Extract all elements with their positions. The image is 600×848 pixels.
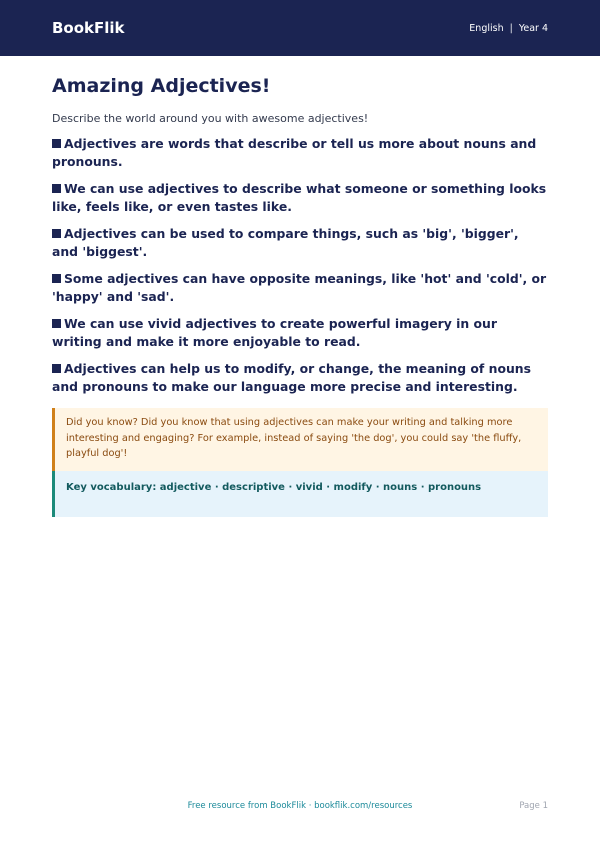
list-item — [52, 180, 548, 216]
page-footer — [52, 801, 548, 811]
fact-list — [52, 135, 548, 396]
square-bullet-icon — [52, 319, 61, 328]
list-item — [52, 225, 548, 261]
list-item-text: Some adjectives can have opposite meanings, like 'hot' and 'cold', or 'happy' and 'sad'. — [52, 271, 547, 304]
main-content — [0, 66, 600, 517]
square-bullet-icon — [52, 274, 61, 283]
list-item-text: Adjectives can be used to compare things, such as 'big', 'bigger', and 'biggest'. — [52, 226, 519, 259]
list-item-text: Adjectives are words that describe or tell us more about nouns and pronouns. — [52, 136, 537, 169]
list-item — [52, 360, 548, 396]
header-meta — [469, 23, 548, 34]
square-bullet-icon — [52, 364, 61, 373]
page-title: Amazing Adjectives! — [52, 75, 271, 97]
page-number: Page 1 — [519, 801, 548, 811]
square-bullet-icon — [52, 139, 61, 148]
list-item — [52, 135, 548, 171]
resource-link[interactable]: Free resource from BookFlik · bookflik.com/resources — [187, 801, 413, 811]
subject-label: English — [469, 22, 504, 34]
intro-text: Describe the world around you with awesome adjectives! — [52, 112, 369, 125]
key-vocabulary-box: Key vocabulary: adjective · descriptive · vivid · modify · nouns · pronouns — [52, 471, 548, 517]
meta-separator: | — [509, 22, 513, 34]
list-item-text: We can use vivid adjectives to create powerful imagery in our writing and make it more enjoyable to read. — [52, 316, 497, 349]
year-label: Year 4 — [518, 22, 548, 34]
list-item-text: Adjectives can help us to modify, or change, the meaning of nouns and pronouns to make our language more precise and interesting. — [52, 361, 531, 394]
list-item-text: We can use adjectives to describe what someone or something looks like, feels like, or even tastes like. — [52, 181, 547, 214]
square-bullet-icon — [52, 229, 61, 238]
page-header — [0, 0, 600, 56]
square-bullet-icon — [52, 184, 61, 193]
list-item — [52, 270, 548, 306]
brand-logo[interactable]: BookFlik — [52, 19, 125, 37]
list-item — [52, 315, 548, 351]
did-you-know-callout: Did you know? Did you know that using adjectives can make your writing and talking more interesting and engaging? For example, instead of saying 'the dog', you could say 'the fluffy, playful dog'! — [52, 408, 548, 471]
